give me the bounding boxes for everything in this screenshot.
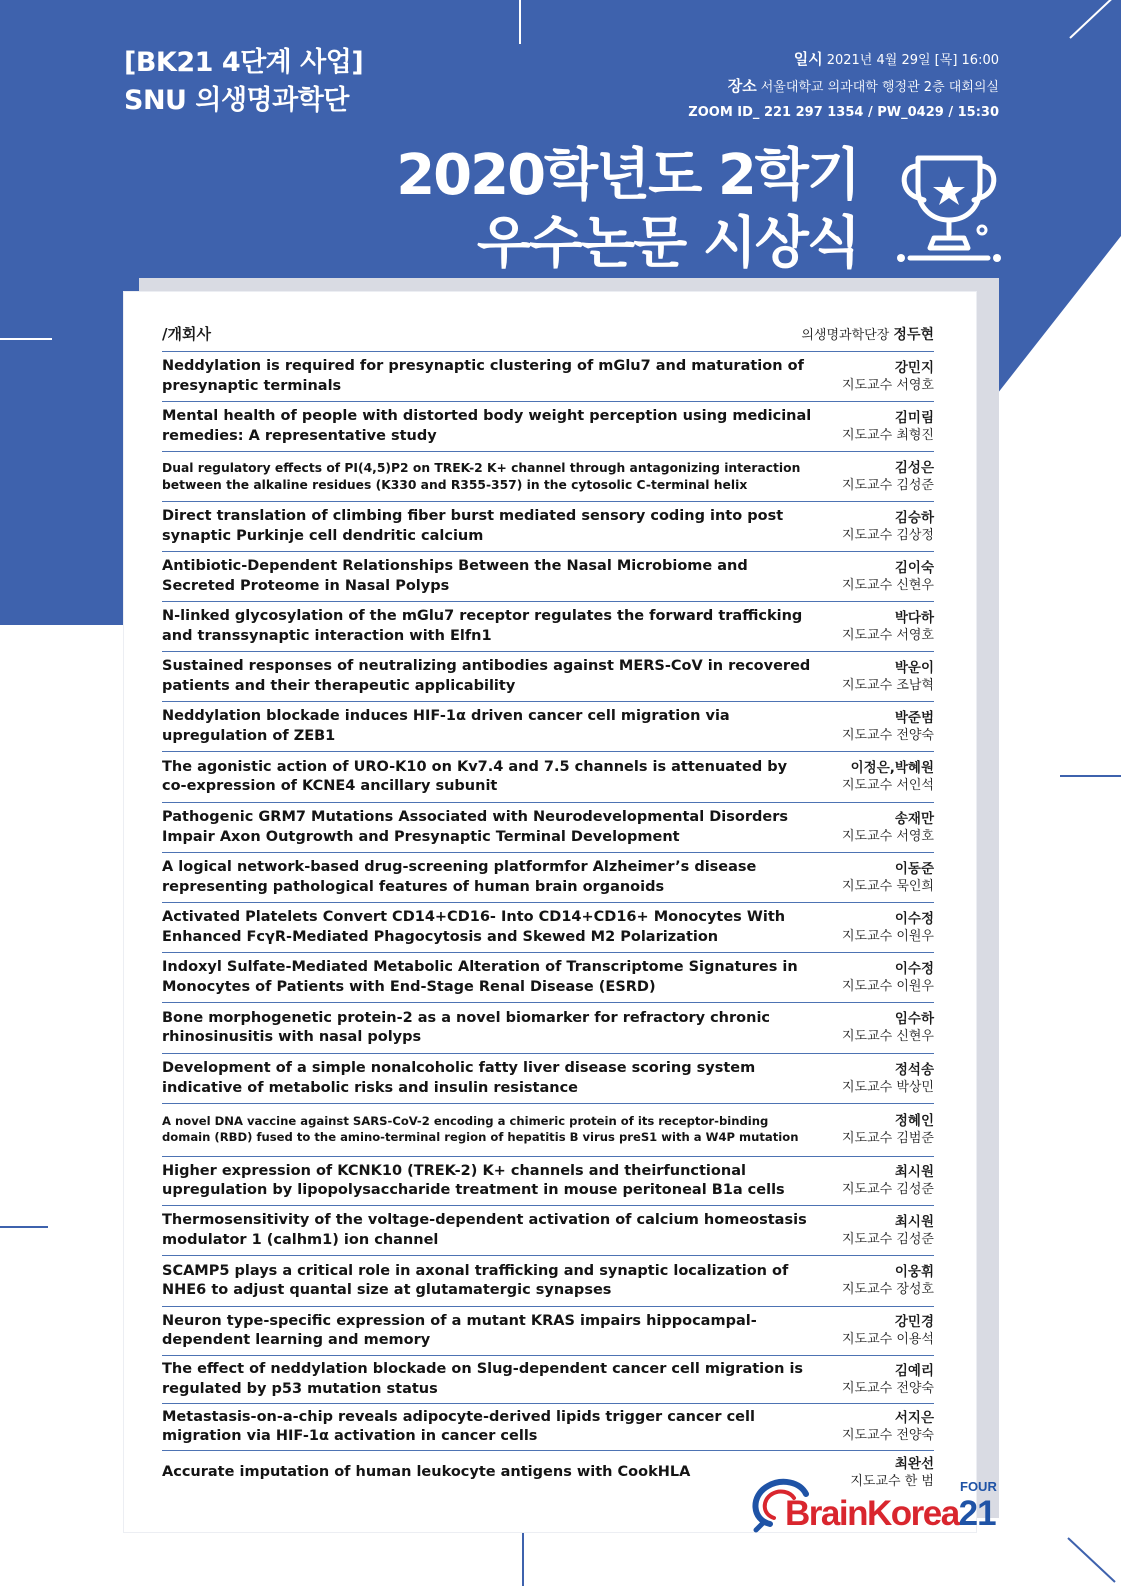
award-row [162, 803, 934, 853]
student-name: 최완선 [894, 1456, 934, 1472]
awardee [815, 1213, 934, 1249]
event-title-line-1: 2020학년도 2학기 [396, 143, 859, 208]
student-name: 김이숙 [894, 559, 934, 576]
paper-title: A novel DNA vaccine against SARS-CoV-2 encoding a chimeric protein of its receptor-binding domain (RBD) fused to the amino-terminal region of hepatitis B virus preS1 with a W4P mutation [162, 1114, 799, 1144]
awardee [815, 910, 934, 946]
paper-title: Accurate imputation of human leukocyte antigens with CookHLA [162, 1464, 691, 1481]
student-name: 이수정 [894, 910, 934, 927]
advisor-name: 지도교수 박상민 [841, 1079, 934, 1095]
student-name: 박다하 [894, 609, 934, 626]
awardee [815, 860, 934, 896]
advisor-name: 지도교수 전양숙 [841, 1380, 934, 1396]
student-name: 이수정 [894, 960, 934, 977]
advisor-name: 지도교수 신현우 [841, 577, 934, 593]
advisor-name: 지도교수 김성준 [841, 477, 934, 493]
awardee [815, 1362, 934, 1398]
event-date [579, 47, 999, 74]
awardee [815, 459, 934, 495]
speaker-role: 의생명과학단장 [801, 327, 890, 343]
student-name: 박운이 [894, 659, 934, 676]
awardee [815, 1061, 934, 1097]
paper-title: Bone morphogenetic protein-2 as a novel biomarker for refractory chronic rhinosinusitis with nasal polyps [162, 1009, 771, 1045]
award-row [162, 1206, 934, 1256]
program-line-2: SNU 의생명과학단 [124, 85, 349, 116]
paper-title: Thermosensitivity of the voltage-dependent activation of calcium homeostasis modulator 1 (calhm1) ion channel [162, 1212, 807, 1248]
paper-title: Pathogenic GRM7 Mutations Associated with Neurodevelopmental Disorders Impair Axon Outgrowth and Presynaptic Terminal Development [162, 809, 788, 845]
advisor-name: 지도교수 이원우 [841, 978, 934, 994]
date-label: 일시 [793, 50, 823, 68]
event-info [579, 47, 999, 126]
student-name: 서지은 [894, 1410, 934, 1426]
advisor-name: 지도교수 김성준 [841, 1231, 934, 1247]
paper-title: The agonistic action of URO-K10 on Kv7.4 and 7.5 channels is attenuated by co-expression of KCNE4 ancillary subunit [162, 758, 788, 794]
event-zoom [579, 100, 999, 126]
awardee [815, 709, 934, 745]
place-value: 서울대학교 의과대학 행정관 2층 대회의실 [760, 79, 999, 95]
advisor-name: 지도교수 최형진 [841, 427, 934, 443]
date-value: 2021년 4월 29일 [목] 16:00 [826, 53, 999, 68]
opening-title: /개회사 [162, 325, 211, 343]
awardee [815, 609, 934, 645]
awardee [815, 659, 934, 695]
awardee [815, 359, 934, 395]
advisor-name: 지도교수 전양숙 [841, 1428, 934, 1443]
advisor-name: 지도교수 이원우 [841, 928, 934, 944]
advisor-name: 지도교수 서영호 [841, 828, 934, 844]
award-row [162, 452, 934, 502]
opening-remarks [162, 316, 934, 352]
award-row [162, 602, 934, 652]
paper-title: N-linked glycosylation of the mGlu7 receptor regulates the forward trafficking and transsynaptic interaction with Elfn1 [162, 608, 803, 644]
student-name: 김승하 [894, 509, 934, 526]
student-name: 송재만 [894, 810, 934, 827]
advisor-name: 지도교수 김범준 [841, 1131, 934, 1146]
award-row [162, 652, 934, 702]
paper-title: Metastasis-on-a-chip reveals adipocyte-derived lipids trigger cancer cell migration via HIF-1α activation in cancer cells [162, 1408, 755, 1444]
paper-title: The effect of neddylation blockade on Slug-dependent cancer cell migration is regulated by p53 mutation status [162, 1361, 804, 1397]
student-name: 최시원 [894, 1164, 934, 1180]
paper-title: Neuron type-specific expression of a mutant KRAS impairs hippocampal-dependent learning and memory [162, 1312, 757, 1348]
event-place [579, 74, 999, 101]
awardee [815, 559, 934, 595]
student-name: 강민경 [894, 1314, 934, 1330]
zoom-info: ZOOM ID_ 221 297 1354 / PW_0429 / [688, 105, 958, 120]
award-row [162, 1356, 934, 1404]
event-title [396, 142, 859, 278]
paper-title: Activated Platelets Convert CD14+CD16- Into CD14+CD16+ Monocytes With Enhanced FcγR-Mediated Phagocytosis and Skewed M2 Polarization [162, 909, 786, 945]
trophy-icon [896, 148, 1002, 270]
student-name: 이웅휘 [894, 1264, 934, 1280]
program-name [124, 44, 363, 120]
event-title-line-2: 우수논문 시상식 [476, 211, 859, 276]
awardee [815, 1313, 934, 1349]
paper-title: Antibiotic-Dependent Relationships Between the Nasal Microbiome and Secreted Proteome in Nasal Polyps [162, 558, 748, 594]
advisor-name: 지도교수 서인석 [841, 778, 934, 793]
paper-title: Mental health of people with distorted body weight perception using medicinal remedies: A representative study [162, 408, 812, 444]
student-name: 김예리 [894, 1362, 934, 1379]
brainkorea-logo [785, 1494, 996, 1534]
award-row [162, 1003, 934, 1054]
paper-title: SCAMP5 plays a critical role in axonal trafficking and synaptic localization of NHE6 to adjust quantal size at glutamatergic synapses [162, 1262, 789, 1298]
award-row [162, 853, 934, 903]
student-name: 최시원 [894, 1213, 934, 1230]
award-row [162, 402, 934, 452]
paper-title: Indoxyl Sulfate-Mediated Metabolic Alteration of Transcriptome Signatures in Monocytes of Patients with End-Stage Renal Disease (ESRD) [162, 959, 798, 995]
awardee [815, 960, 934, 996]
place-label: 장소 [727, 76, 757, 95]
award-row [162, 702, 934, 752]
paper-title: Development of a simple nonalcoholic fatty liver disease scoring system indicative of metabolic risks and insulin resistance [162, 1060, 756, 1096]
awardee [815, 1112, 934, 1148]
speaker-name: 정두현 [893, 326, 934, 343]
program-line-1: [BK21 4단계 사업] [124, 47, 364, 78]
award-row [162, 903, 934, 953]
advisor-name: 지도교수 이용석 [841, 1332, 934, 1347]
logo-tag: FOUR [960, 1479, 997, 1494]
student-name: 임수하 [894, 1011, 934, 1027]
award-row [162, 953, 934, 1003]
advisor-name: 지도교수 한 범 [850, 1474, 934, 1489]
award-row [162, 752, 934, 803]
advisor-name: 지도교수 김성준 [841, 1182, 934, 1197]
student-name: 강민지 [894, 359, 934, 376]
opening-speaker [801, 324, 934, 344]
awardee [815, 1163, 934, 1199]
paper-title: Direct translation of climbing fiber burst mediated sensory coding into post synaptic Purkinje cell dendritic calcium [162, 508, 784, 544]
advisor-name: 지도교수 서영호 [841, 627, 934, 643]
award-row [162, 502, 934, 552]
advisor-name: 지도교수 조남혁 [841, 677, 934, 693]
logo-brand: BrainKorea [785, 1494, 959, 1533]
awardee [815, 1010, 934, 1046]
paper-title: A logical network-based drug-screening platformfor Alzheimer’s disease representing pathological features of human brain organoids [162, 859, 757, 895]
award-row [162, 352, 934, 402]
paper-title: Higher expression of KCNK10 (TREK-2) K+ channels and theirfunctional upregulation by lipopolysaccharide treatment in mouse peritoneal B1a cells [162, 1162, 785, 1198]
award-row [162, 1307, 934, 1356]
awardee [815, 810, 934, 846]
advisor-name: 지도교수 장성호 [841, 1282, 934, 1297]
award-row [162, 1157, 934, 1206]
award-row [162, 1256, 934, 1307]
student-name: 박준범 [894, 709, 934, 726]
student-name: 정석송 [894, 1061, 934, 1078]
student-name: 이동준 [894, 860, 934, 877]
paper-title: Sustained responses of neutralizing antibodies against MERS-CoV in recovered patients and their therapeutic applicability [162, 658, 811, 694]
advisor-name: 지도교수 묵인희 [841, 878, 934, 894]
awardee [815, 409, 934, 445]
logo-number: 21 [958, 1494, 996, 1533]
paper-title: Neddylation is required for presynaptic clustering of mGlu7 and maturation of presynaptic terminals [162, 358, 804, 394]
awardee [815, 509, 934, 545]
advisor-name: 지도교수 전양숙 [841, 727, 934, 743]
award-list [162, 352, 934, 1495]
awardee [815, 1409, 934, 1445]
student-name: 이정은,박혜원 [850, 760, 934, 776]
awardee [815, 1263, 934, 1299]
award-row [162, 552, 934, 602]
student-name: 정혜인 [894, 1113, 934, 1129]
award-row [162, 1104, 934, 1157]
student-name: 김성은 [894, 459, 934, 476]
paper-title: Neddylation blockade induces HIF-1α driven cancer cell migration via upregulation of ZEB1 [162, 708, 730, 744]
paper-title: Dual regulatory effects of PI(4,5)P2 on TREK-2 K+ channel through antagonizing interaction between the alkaline residues (K330 and R355-357) in the cytosolic C-terminal helix [162, 461, 801, 492]
award-row [162, 1404, 934, 1451]
advisor-name: 지도교수 서영호 [841, 377, 934, 393]
award-row [162, 1054, 934, 1104]
advisor-name: 지도교수 신현우 [841, 1029, 934, 1044]
awardee [815, 759, 934, 795]
zoom-time: 15:30 [957, 105, 999, 120]
student-name: 김미림 [894, 409, 934, 426]
advisor-name: 지도교수 김상정 [841, 527, 934, 543]
